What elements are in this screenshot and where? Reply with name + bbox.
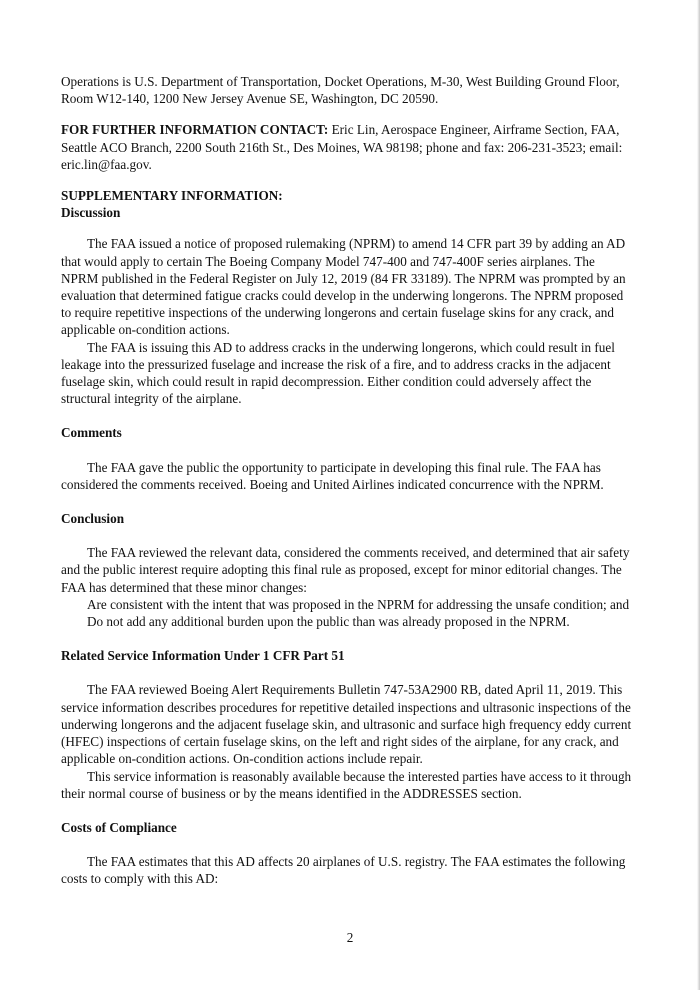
comments-paragraph: The FAA gave the public the opportunity to participate in developing this final rule. The FAA has considered the comments received. Boeing and United Airlines indicated concurrence with the NPRM. [61, 459, 604, 492]
contact-label: FOR FURTHER INFORMATION CONTACT: [61, 122, 329, 138]
conclusion-item-2: Do not add any additional burden upon the public than was already proposed in the NPRM. [87, 614, 570, 630]
conclusion-item-1: Are consistent with the intent that was proposed in the NPRM for addressing the unsafe condition; and [87, 596, 630, 612]
related-service-paragraph-2: This service information is reasonably available because the interested parties have access to it through their normal course of business or by the means identified in the ADDRESSES section. [61, 768, 632, 801]
comments-heading: Comments [61, 425, 122, 441]
related-service-paragraph-1: The FAA reviewed Boeing Alert Requirements Bulletin 747-53A2900 RB, dated April 11, 2019. This service information describes procedures for repetitive detailed inspections and ultrasonic inspections of the underwing longerons and the adjacent fuselage skin, and ultrasonic and surface high frequency eddy current (HFEC) inspections of certain fuselage skins, on the left and right sides of the airplane, for any crack, and applicable on-condition actions. On-condition actions include repair. [61, 682, 632, 767]
conclusion-paragraph: The FAA reviewed the relevant data, considered the comments received, and determined that air safety and the public interest require adopting this final rule as proposed, except for minor editorial changes. The FAA has determined that these minor changes: [61, 545, 630, 595]
discussion-heading: Discussion [61, 205, 121, 221]
related-service-heading: Related Service Information Under 1 CFR Part 51 [61, 648, 345, 664]
page-number: 2 [346, 930, 354, 945]
costs-paragraph: The FAA estimates that this AD affects 20 airplanes of U.S. registry. The FAA estimates the following costs to comply with this AD: [61, 854, 626, 887]
address-continuation: Operations is U.S. Department of Transportation, Docket Operations, M-30, West Building Ground Floor, Room W12-140, 1200 New Jersey Avenue SE, Washington, DC 20590. [61, 74, 620, 107]
costs-heading: Costs of Compliance [61, 819, 177, 835]
conclusion-heading: Conclusion [61, 511, 125, 527]
contact-text: Eric Lin, Aerospace Engineer, Airframe Section, FAA, Seattle ACO Branch, 2200 South 216th St., Des Moines, WA 98198; phone and fax: 206-231-3523; email: eric.lin@faa.gov. [61, 122, 623, 172]
document-body [61, 73, 635, 888]
discussion-paragraph-2: The FAA is issuing this AD to address cracks in the underwing longerons, which could result in fuel leakage into the pressurized fuselage and increase the risk of a fire, and to address cracks in the adjacent fuselage skin, which could result in rapid decompression. Either condition could adversely affect the structural integrity of the airplane. [61, 339, 615, 407]
contact-paragraph [61, 121, 635, 173]
supplementary-heading: SUPPLEMENTARY INFORMATION: [61, 188, 283, 204]
discussion-paragraph-1: The FAA issued a notice of proposed rulemaking (NPRM) to amend 14 CFR part 39 by adding an AD that would apply to certain The Boeing Company Model 747-400 and 747-400F series airplanes. The NPRM published in the Federal Register on July 12, 2019 (84 FR 33189). The NPRM was prompted by an evaluation that determined fatigue cracks could develop in the underwing longerons. The NPRM proposed to require repetitive inspections of the underwing longerons and certain fuselage skins for any crack, and applicable on-condition actions. [61, 236, 626, 338]
